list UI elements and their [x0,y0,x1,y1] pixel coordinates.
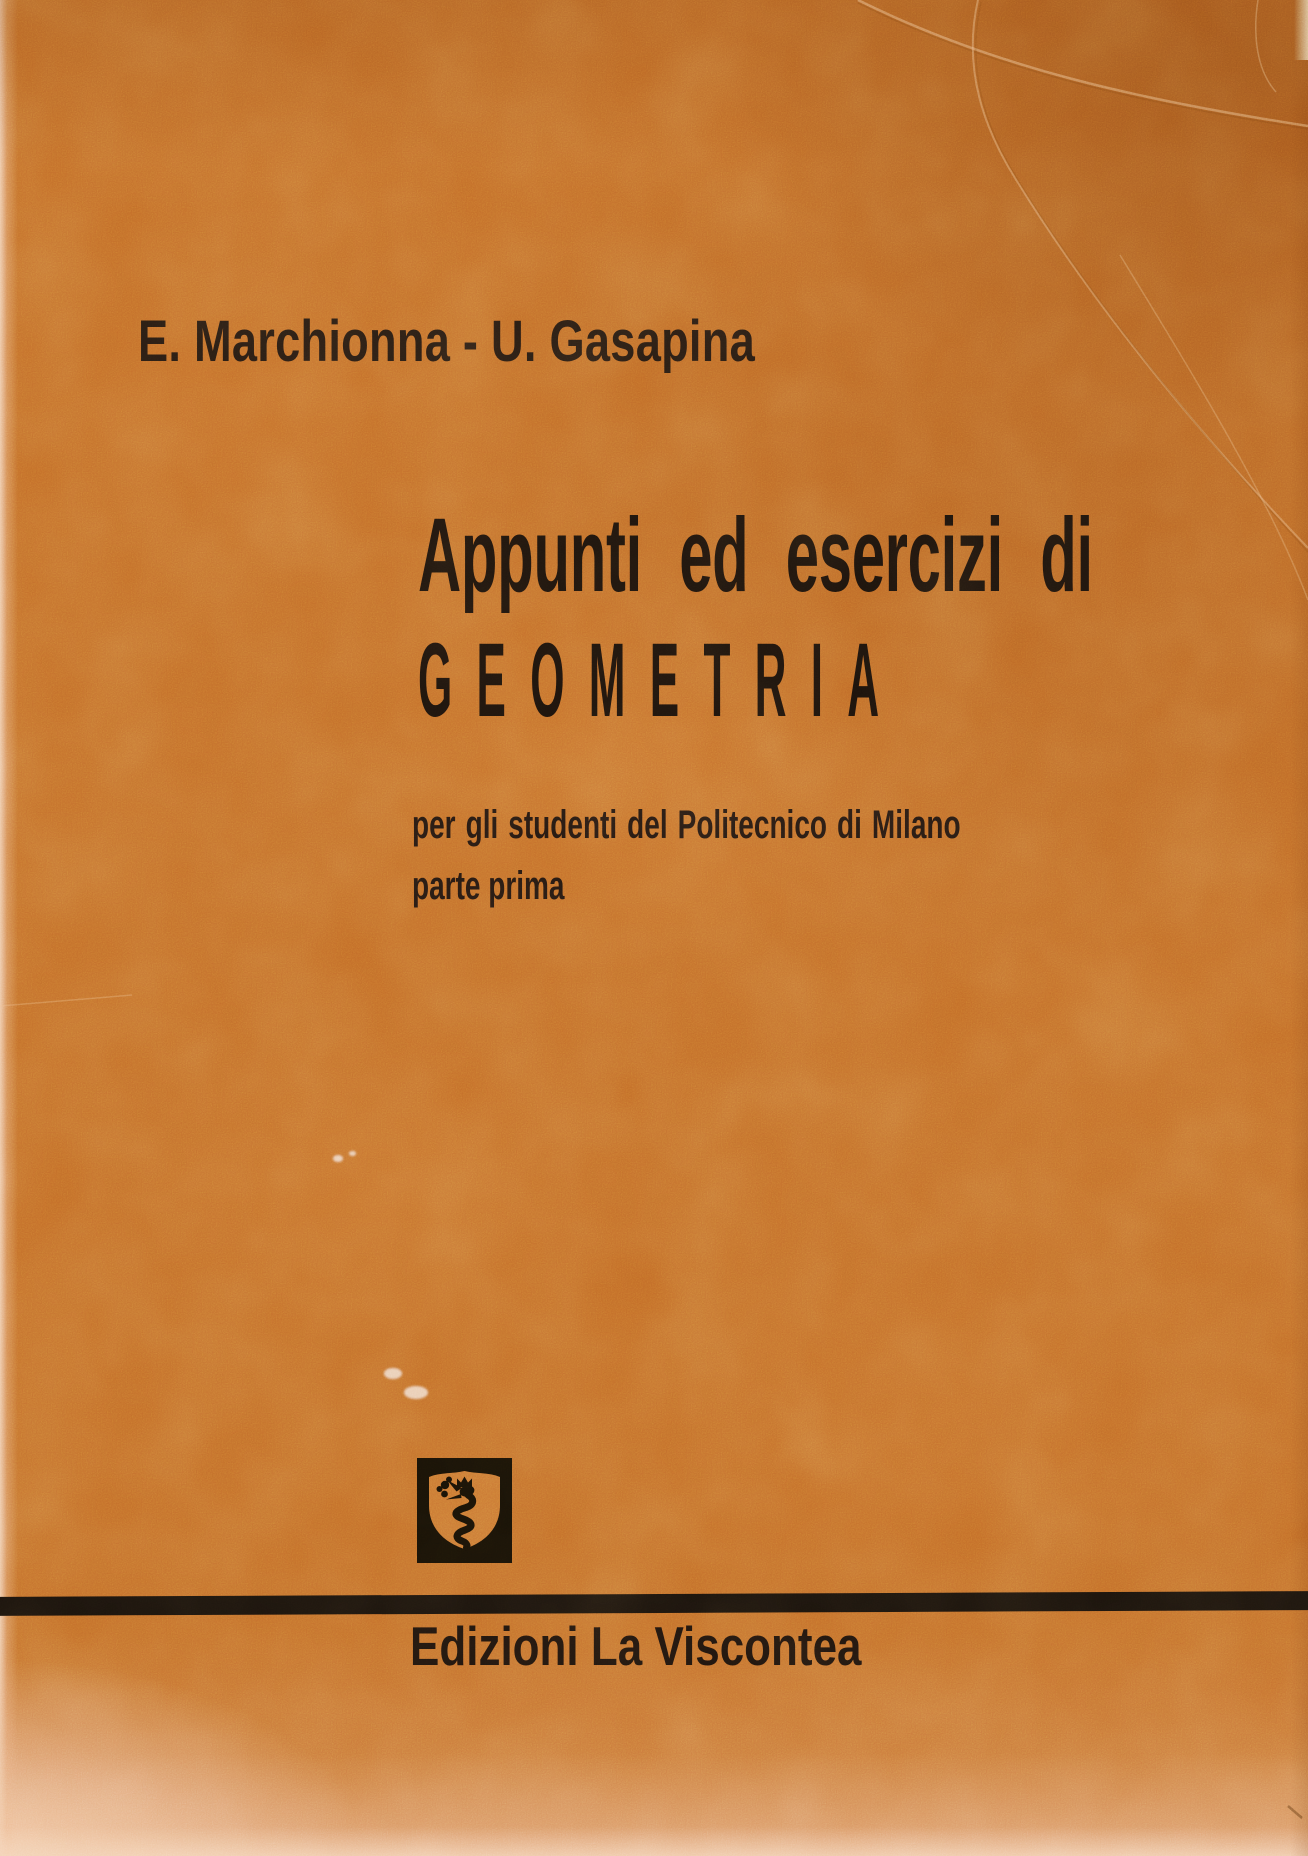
audience-line: per gli studenti del Politecnico di Milano [412,803,961,847]
paper-stain [349,1151,356,1156]
biscione-shield-icon [417,1458,512,1563]
paper-stain [384,1368,402,1379]
divider-bar [0,1591,1308,1616]
publisher-name: Edizioni La Viscontea [410,1615,862,1677]
title-line-1: Appunti ed esercizi di [418,497,1093,614]
title-line-2: GEOMETRIA [418,622,904,739]
paper-stain [404,1386,428,1399]
part-line: parte prima [412,864,565,908]
publisher-logo [417,1458,512,1563]
author-line: E. Marchionna - U. Gasapina [138,309,755,374]
paper-stain [333,1155,343,1162]
page-edge-highlight [1294,0,1308,60]
